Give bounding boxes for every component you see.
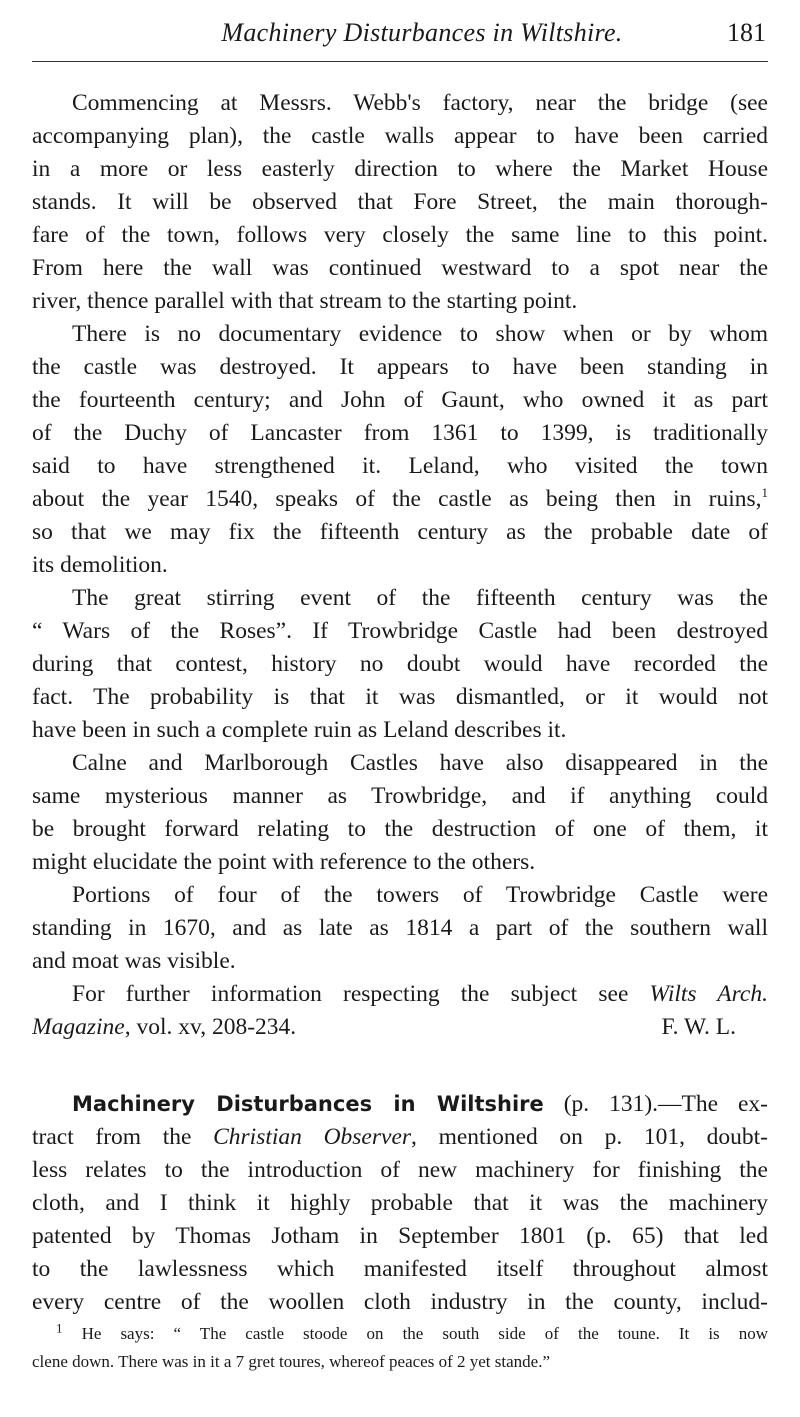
text-line: to the lawlessness which manifested itself throughout almost xyxy=(32,1256,768,1282)
footnote-marker: 1 xyxy=(56,1320,63,1336)
text-line: standing in 1670, and as late as 1814 a part of the southern wall xyxy=(32,915,768,941)
text-line: Calne and Marlborough Castles have also disappeared in the xyxy=(72,750,768,776)
body-text xyxy=(32,87,768,1319)
header-rule xyxy=(32,61,768,62)
text-line: patented by Thomas Jotham in September 1801 (p. 65) that led xyxy=(32,1223,768,1249)
text-line: said to have strengthened it. Leland, who visited the town xyxy=(32,453,768,479)
text-line xyxy=(32,978,768,1011)
text-line: The great stirring event of the fifteenth century was the xyxy=(72,585,768,611)
line-text: (p. 131).—The ex- xyxy=(543,1091,768,1117)
text-line: have been in such a complete ruin as Leland describes it. xyxy=(32,717,567,743)
text-line: its demolition. xyxy=(32,552,168,578)
text-line: river, thence parallel with that stream to the starting point. xyxy=(32,288,578,314)
text-line xyxy=(32,1088,768,1121)
text-line: stands. It will be observed that Fore Street, the main thorough- xyxy=(32,189,768,215)
running-title: Machinery Disturbances in Wiltshire. xyxy=(221,18,623,47)
line-text: For further information respecting the subject see xyxy=(72,981,650,1007)
journal-title: Magazine xyxy=(32,1014,125,1040)
text-line xyxy=(32,1121,768,1154)
text-line: fare of the town, follows very closely the same line to this point. xyxy=(32,222,768,248)
footnote-ref: 1 xyxy=(761,485,768,501)
text-line: There is no documentary evidence to show when or by whom xyxy=(72,321,768,347)
note-section xyxy=(32,1088,768,1319)
text-line: in a more or less easterly direction to where the Market House xyxy=(32,156,768,182)
page-number: 181 xyxy=(727,18,766,47)
paragraph xyxy=(32,978,768,1044)
line-text: tract from the xyxy=(32,1124,214,1150)
paragraph xyxy=(32,582,768,747)
footnote-line: clene down. There was in it a 7 gret toures, whereof peaces of 2 yet stande.” xyxy=(32,1352,550,1371)
text-line: might elucidate the point with reference to the others. xyxy=(32,849,536,875)
note-heading: Machinery Disturbances in Wiltshire xyxy=(72,1092,544,1116)
paragraph xyxy=(32,879,768,978)
text-line: same mysterious manner as Trowbridge, and if anything could xyxy=(32,783,768,809)
text-line: From here the wall was continued westward to a spot near the xyxy=(32,255,768,281)
author-signature: F. W. L. xyxy=(661,1014,736,1040)
line-text: about the year 1540, speaks of the castle as being then in ruins, xyxy=(32,486,762,512)
text-line: fact. The probability is that it was dismantled, or it would not xyxy=(32,684,768,710)
line-text: , mentioned on p. 101, doubt- xyxy=(411,1124,768,1150)
publication-title: Christian Observer xyxy=(213,1124,412,1150)
text-line: Portions of four of the towers of Trowbridge Castle were xyxy=(72,882,768,908)
text-line: Commencing at Messrs. Webb's factory, near the bridge (see xyxy=(72,90,768,116)
paragraph xyxy=(32,87,768,318)
text-line: the fourteenth century; and John of Gaunt, who owned it as part xyxy=(32,387,768,413)
text-line: “ Wars of the Roses”. If Trowbridge Castle had been destroyed xyxy=(32,618,768,644)
text-line: cloth, and I think it highly probable that it was the machinery xyxy=(32,1190,768,1216)
text-line xyxy=(32,483,768,516)
paragraph xyxy=(32,318,768,582)
paragraph xyxy=(32,747,768,879)
text-line: less relates to the introduction of new machinery for finishing the xyxy=(32,1157,768,1183)
text-line: the castle was destroyed. It appears to have been standing in xyxy=(32,354,768,380)
footnotes xyxy=(32,1320,768,1376)
journal-title: Wilts Arch. xyxy=(649,981,768,1007)
text-line xyxy=(32,1011,768,1044)
text-line: and moat was visible. xyxy=(32,948,236,974)
page-header xyxy=(32,14,768,54)
text-line: of the Duchy of Lancaster from 1361 to 1399, is traditionally xyxy=(32,420,768,446)
citation: , vol. xv, 208-234. xyxy=(124,1014,297,1040)
footnote-line xyxy=(32,1320,768,1348)
text-line: during that contest, history no doubt would have recorded the xyxy=(32,651,768,677)
text-line: every centre of the woollen cloth industry in the county, includ- xyxy=(32,1289,768,1315)
text-line: so that we may fix the fifteenth century as the probable date of xyxy=(32,519,768,545)
footnote-text: He says: “ The castle stoode on the south side of the toune. It is now xyxy=(81,1324,768,1343)
text-line: be brought forward relating to the destruction of one of them, it xyxy=(32,816,768,842)
text-line: accompanying plan), the castle walls appear to have been carried xyxy=(32,123,768,149)
